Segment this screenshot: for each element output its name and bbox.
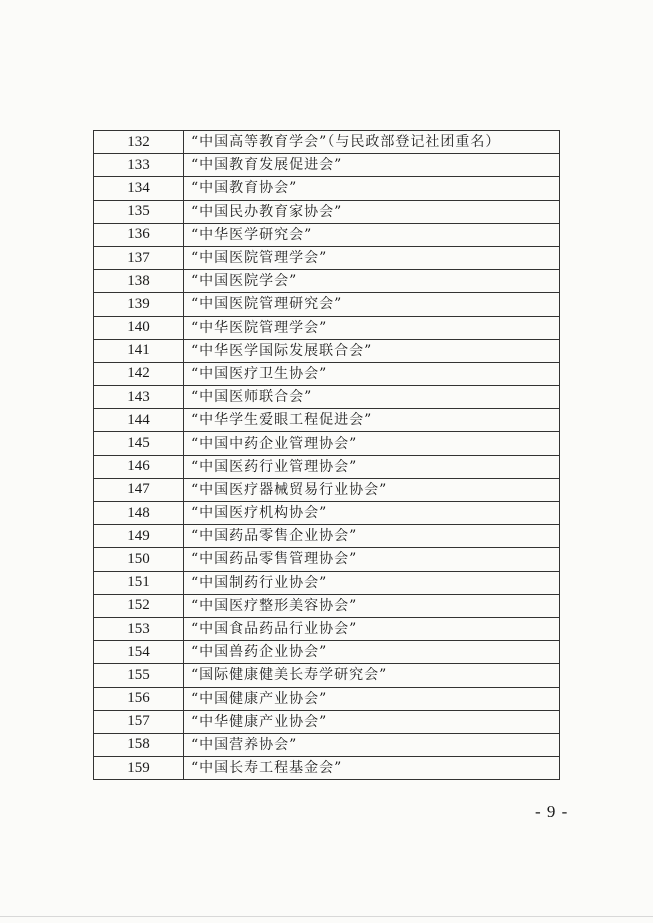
row-number: 148 [94, 502, 184, 525]
row-number: 144 [94, 409, 184, 432]
organization-name: “中国教育协会” [184, 177, 560, 200]
table-row [94, 687, 560, 710]
row-number: 133 [94, 154, 184, 177]
row-number: 152 [94, 594, 184, 617]
table-row [94, 316, 560, 339]
organization-name: “中国制药行业协会” [184, 571, 560, 594]
organization-name: “中国中药企业管理协会” [184, 432, 560, 455]
table-row [94, 733, 560, 756]
table-row [94, 594, 560, 617]
organization-name: “中国高等教育学会”（与民政部登记社团重名） [184, 131, 560, 154]
organization-name: “中国食品药品行业协会” [184, 617, 560, 640]
row-number: 138 [94, 270, 184, 293]
table-row [94, 432, 560, 455]
organization-name: “中国医师联合会” [184, 386, 560, 409]
table-row [94, 362, 560, 385]
row-number: 151 [94, 571, 184, 594]
table-row [94, 177, 560, 200]
table-row [94, 502, 560, 525]
row-number: 159 [94, 757, 184, 780]
row-number: 153 [94, 617, 184, 640]
table-row [94, 293, 560, 316]
row-number: 147 [94, 478, 184, 501]
row-number: 136 [94, 223, 184, 246]
page-number: - 9 - [535, 802, 569, 821]
organization-name: “中国医疗整形美容协会” [184, 594, 560, 617]
table-row [94, 223, 560, 246]
organization-name: “国际健康健美长寿学研究会” [184, 664, 560, 687]
organization-name: “中华医院管理学会” [184, 316, 560, 339]
row-number: 156 [94, 687, 184, 710]
row-number: 141 [94, 339, 184, 362]
table-row [94, 455, 560, 478]
table-body [94, 131, 560, 780]
row-number: 139 [94, 293, 184, 316]
row-number: 149 [94, 525, 184, 548]
table-row [94, 246, 560, 269]
organization-name: “中华学生爱眼工程促进会” [184, 409, 560, 432]
row-number: 137 [94, 246, 184, 269]
row-number: 142 [94, 362, 184, 385]
row-number: 150 [94, 548, 184, 571]
table-row [94, 548, 560, 571]
row-number: 146 [94, 455, 184, 478]
organization-name: “中国长寿工程基金会” [184, 757, 560, 780]
row-number: 143 [94, 386, 184, 409]
table-row [94, 664, 560, 687]
table-row [94, 200, 560, 223]
row-number: 145 [94, 432, 184, 455]
table-row [94, 409, 560, 432]
organization-name: “中国教育发展促进会” [184, 154, 560, 177]
organization-name: “中国医疗机构协会” [184, 502, 560, 525]
organization-name: “中国医疗器械贸易行业协会” [184, 478, 560, 501]
organization-name: “中国医院管理学会” [184, 246, 560, 269]
organization-name: “中国营养协会” [184, 733, 560, 756]
organization-name: “中国医药行业管理协会” [184, 455, 560, 478]
table-row [94, 571, 560, 594]
organization-name: “中国兽药企业协会” [184, 641, 560, 664]
organization-name: “中国医院管理研究会” [184, 293, 560, 316]
table-row [94, 617, 560, 640]
table-row [94, 478, 560, 501]
organization-name: “中国医疗卫生协会” [184, 362, 560, 385]
row-number: 134 [94, 177, 184, 200]
table-row [94, 339, 560, 362]
organization-name: “中国医院学会” [184, 270, 560, 293]
row-number: 157 [94, 710, 184, 733]
organization-list-table [93, 130, 560, 780]
table-row [94, 641, 560, 664]
row-number: 132 [94, 131, 184, 154]
row-number: 135 [94, 200, 184, 223]
table-row [94, 710, 560, 733]
organization-name: “中国健康产业协会” [184, 687, 560, 710]
page-edge-divider [0, 916, 653, 917]
organization-name: “中国民办教育家协会” [184, 200, 560, 223]
row-number: 140 [94, 316, 184, 339]
row-number: 154 [94, 641, 184, 664]
organization-name: “中国药品零售管理协会” [184, 548, 560, 571]
organization-name: “中华医学研究会” [184, 223, 560, 246]
organization-name: “中华健康产业协会” [184, 710, 560, 733]
table-row [94, 154, 560, 177]
organization-name: “中华医学国际发展联合会” [184, 339, 560, 362]
row-number: 158 [94, 733, 184, 756]
organization-name: “中国药品零售企业协会” [184, 525, 560, 548]
table-row [94, 131, 560, 154]
table-row [94, 757, 560, 780]
table-row [94, 525, 560, 548]
table-row [94, 386, 560, 409]
row-number: 155 [94, 664, 184, 687]
table-row [94, 270, 560, 293]
